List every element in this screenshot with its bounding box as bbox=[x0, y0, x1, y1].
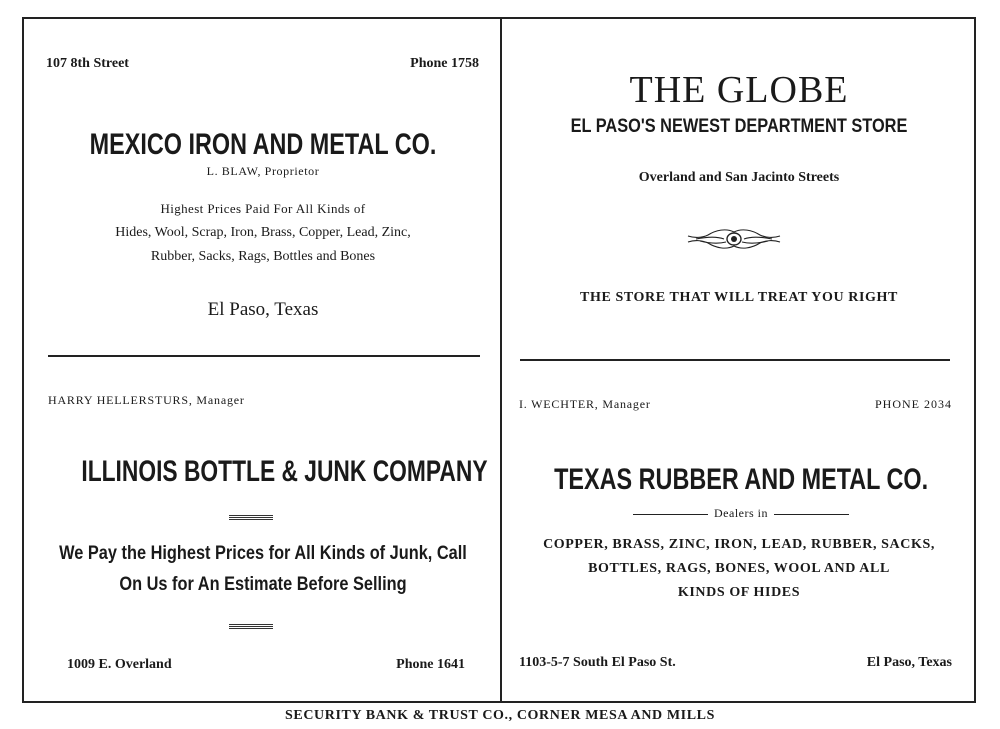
mexico-company-name: MEXICO IRON AND METAL CO. bbox=[89, 128, 437, 161]
left-section-rule bbox=[48, 355, 480, 357]
flourish-ornament-icon bbox=[686, 226, 782, 252]
mexico-line-3: Rubber, Sacks, Rags, Bottles and Bones bbox=[150, 249, 376, 264]
illinois-double-rule-top bbox=[229, 515, 273, 520]
texas-address: 1103-5-7 South El Paso St. bbox=[519, 655, 676, 670]
illinois-line-1: We Pay the Highest Prices for All Kinds of Junk, Call bbox=[59, 543, 467, 564]
mexico-city: El Paso, Texas bbox=[207, 299, 319, 320]
illinois-address: 1009 E. Overland bbox=[67, 657, 172, 672]
texas-line-1: COPPER, BRASS, ZINC, IRON, LEAD, RUBBER, SACKS, bbox=[543, 537, 935, 552]
dealers-rule-left bbox=[633, 514, 708, 515]
texas-line-3: KINDS OF HIDES bbox=[677, 585, 801, 600]
right-section-rule bbox=[520, 359, 950, 361]
texas-manager: I. WECHTER, Manager bbox=[519, 397, 651, 411]
texas-city: El Paso, Texas bbox=[866, 655, 952, 670]
globe-name: THE GLOBE bbox=[629, 69, 849, 111]
texas-line-2: BOTTLES, RAGS, BONES, WOOL AND ALL bbox=[588, 561, 890, 576]
mexico-line-2: Hides, Wool, Scrap, Iron, Brass, Copper, Lead, Zinc, bbox=[115, 225, 411, 240]
illinois-manager: HARRY HELLERSTURS, Manager bbox=[48, 393, 245, 407]
illinois-company-name: ILLINOIS BOTTLE & JUNK COMPANY bbox=[81, 455, 488, 488]
mexico-address: 107 8th Street bbox=[46, 56, 129, 71]
mexico-phone: Phone 1758 bbox=[410, 56, 479, 71]
mexico-line-1: Highest Prices Paid For All Kinds of bbox=[160, 201, 366, 216]
globe-location: Overland and San Jacinto Streets bbox=[638, 170, 840, 185]
mexico-proprietor: L. BLAW, Proprietor bbox=[206, 164, 320, 178]
illinois-phone: Phone 1641 bbox=[396, 657, 465, 672]
texas-dealers-in: Dealers in bbox=[714, 506, 768, 520]
texas-company-name: TEXAS RUBBER AND METAL CO. bbox=[554, 463, 929, 496]
globe-slogan: THE STORE THAT WILL TREAT YOU RIGHT bbox=[580, 290, 898, 305]
illinois-double-rule-bottom bbox=[229, 624, 273, 629]
illinois-line-2: On Us for An Estimate Before Selling bbox=[119, 574, 407, 595]
globe-tagline: EL PASO'S NEWEST DEPARTMENT STORE bbox=[570, 116, 908, 137]
texas-phone: PHONE 2034 bbox=[874, 397, 952, 411]
page-footer: SECURITY BANK & TRUST CO., CORNER MESA AND MILLS bbox=[285, 708, 715, 723]
dealers-rule-right bbox=[774, 514, 849, 515]
